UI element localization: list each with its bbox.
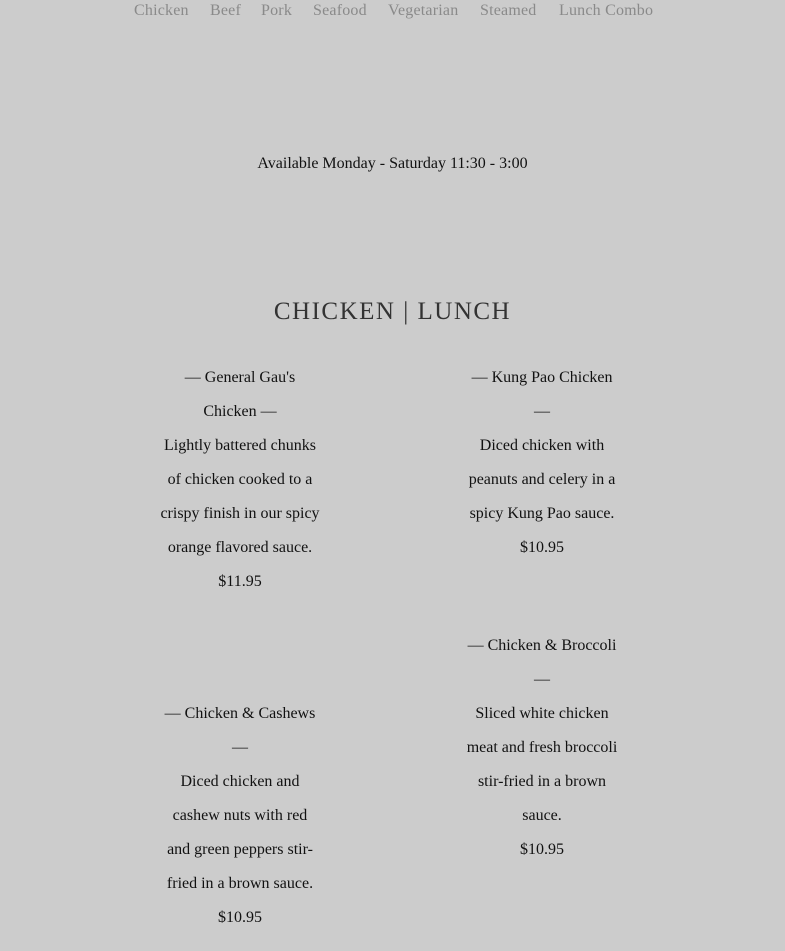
nav-item-seafood[interactable]: Seafood (313, 2, 367, 19)
menu-item-name: — Kung Pao Chicken — (471, 369, 613, 420)
menu-item-name: — General Gau's Chicken — (184, 369, 296, 420)
menu-item-name: — Chicken & Cashews — (164, 705, 316, 756)
nav-item-pork[interactable]: Pork (261, 2, 293, 19)
menu-item-chicken-broccoli (462, 629, 622, 867)
menu-item-price: $10.95 (520, 841, 564, 858)
nav-item-lunch-combo[interactable]: Lunch Combo (559, 2, 654, 19)
nav-item-beef[interactable]: Beef (210, 2, 242, 19)
menu-item-price: $10.95 (520, 539, 564, 556)
menu-item-description: Lightly battered chunks of chicken cooked to a crispy finish in our spicy orange flavored sauce. (160, 437, 320, 556)
menu-item-price: $11.95 (218, 573, 262, 590)
section-title: CHICKEN | LUNCH (273, 298, 512, 325)
menu-item-name: — Chicken & Broccoli — (467, 637, 617, 688)
menu-item-general-gaus-chicken (160, 361, 320, 599)
category-nav (0, 0, 785, 22)
menu-item-description: Diced chicken with peanuts and celery in a spicy Kung Pao sauce. (468, 437, 616, 522)
menu-item-description: Sliced white chicken meat and fresh broccoli stir-fried in a brown sauce. (466, 705, 618, 824)
nav-item-chicken[interactable]: Chicken (134, 2, 189, 19)
menu-item-chicken-cashews (160, 697, 320, 935)
menu-item-description: Diced chicken and cashew nuts with red and green peppers stir-fried in a brown sauce. (166, 773, 314, 892)
nav-item-vegetarian[interactable]: Vegetarian (388, 2, 459, 19)
menu-item-price: $10.95 (218, 909, 262, 926)
availability-text: Available Monday - Saturday 11:30 - 3:00 (257, 155, 528, 172)
menu-item-kung-pao-chicken (462, 361, 622, 565)
nav-item-steamed[interactable]: Steamed (480, 2, 537, 19)
